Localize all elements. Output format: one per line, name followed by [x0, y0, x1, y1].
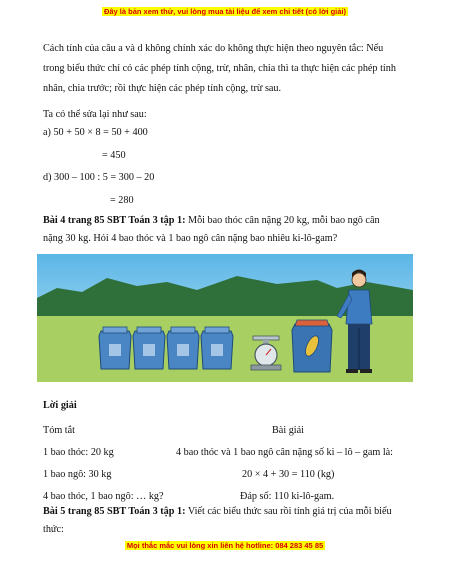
- bai5-line-1: [43, 503, 415, 520]
- rice-bag: [201, 327, 233, 369]
- bai5-text-1: Viết các biểu thức sau rồi tính giá trị của mỗi biểu: [185, 506, 392, 517]
- intro-line-3: nhân, chia trước; rồi thực hiện các phép tính cộng, trừ sau.: [43, 83, 282, 94]
- corrected-title: Ta có thể sửa lại như sau:: [43, 109, 147, 120]
- part-a-line-2: = 450: [102, 150, 126, 161]
- bai5-line-2: thức:: [43, 524, 64, 535]
- bai4-heading: Bài 4 trang 85 SBT Toán 3 tập 1:: [43, 215, 186, 226]
- part-d-line-2: = 280: [110, 195, 134, 206]
- solution-heading: Lời giải: [43, 400, 77, 411]
- rice-bag: [167, 327, 199, 369]
- solution-label: Bài giải: [272, 425, 304, 436]
- solution-line-2: 20 × 4 + 30 = 110 (kg): [242, 469, 335, 480]
- header-banner: Đây là bản xem thử, vui lòng mua tài liệu để xem chi tiết (có lời giải): [103, 7, 347, 16]
- bai5-heading: Bài 5 trang 85 SBT Toán 3 tập 1:: [43, 506, 186, 517]
- intro-line-1: Cách tính của câu a và d không chính xác do không thực hiện theo nguyên tắc: Nếu: [43, 43, 384, 54]
- footer-banner: Mọi thắc mắc vui lòng xin liên hệ hotline: 084 283 45 85: [126, 541, 324, 550]
- summary-label: Tóm tắt: [43, 425, 75, 436]
- summary-line-2: 1 bao ngô: 30 kg: [43, 469, 112, 480]
- solution-line-3: Đáp số: 110 ki-lô-gam.: [240, 491, 335, 502]
- summary-line-3: 4 bao thóc, 1 bao ngô: … kg?: [43, 491, 164, 502]
- summary-line-1: 1 bao thóc: 20 kg: [43, 447, 114, 458]
- bai4-line-1: [43, 212, 415, 229]
- bai4-line-2: nặng 30 kg. Hỏi 4 bao thóc và 1 bao ngô cân nặng bao nhiêu ki-lô-gam?: [43, 233, 338, 244]
- part-a-line-1: a) 50 + 50 × 8 = 50 + 400: [43, 127, 148, 138]
- corn-bag: [292, 320, 332, 372]
- part-d-line-1: d) 300 – 100 : 5 = 300 – 20: [43, 172, 155, 183]
- bai4-text-1: Mỗi bao thóc cân nặng 20 kg, mỗi bao ngô cân: [185, 215, 380, 226]
- intro-line-2: trong biểu thức chỉ có các phép tính cộng, trừ, nhân, chia thì ta thực hiện các phép tính: [43, 63, 396, 74]
- rice-bag: [99, 327, 131, 369]
- rice-bag: [133, 327, 165, 369]
- solution-line-1: 4 bao thóc và 1 bao ngô cân nặng số ki – lô – gam là:: [176, 447, 394, 458]
- rice-corn-bags-illustration: [37, 254, 413, 382]
